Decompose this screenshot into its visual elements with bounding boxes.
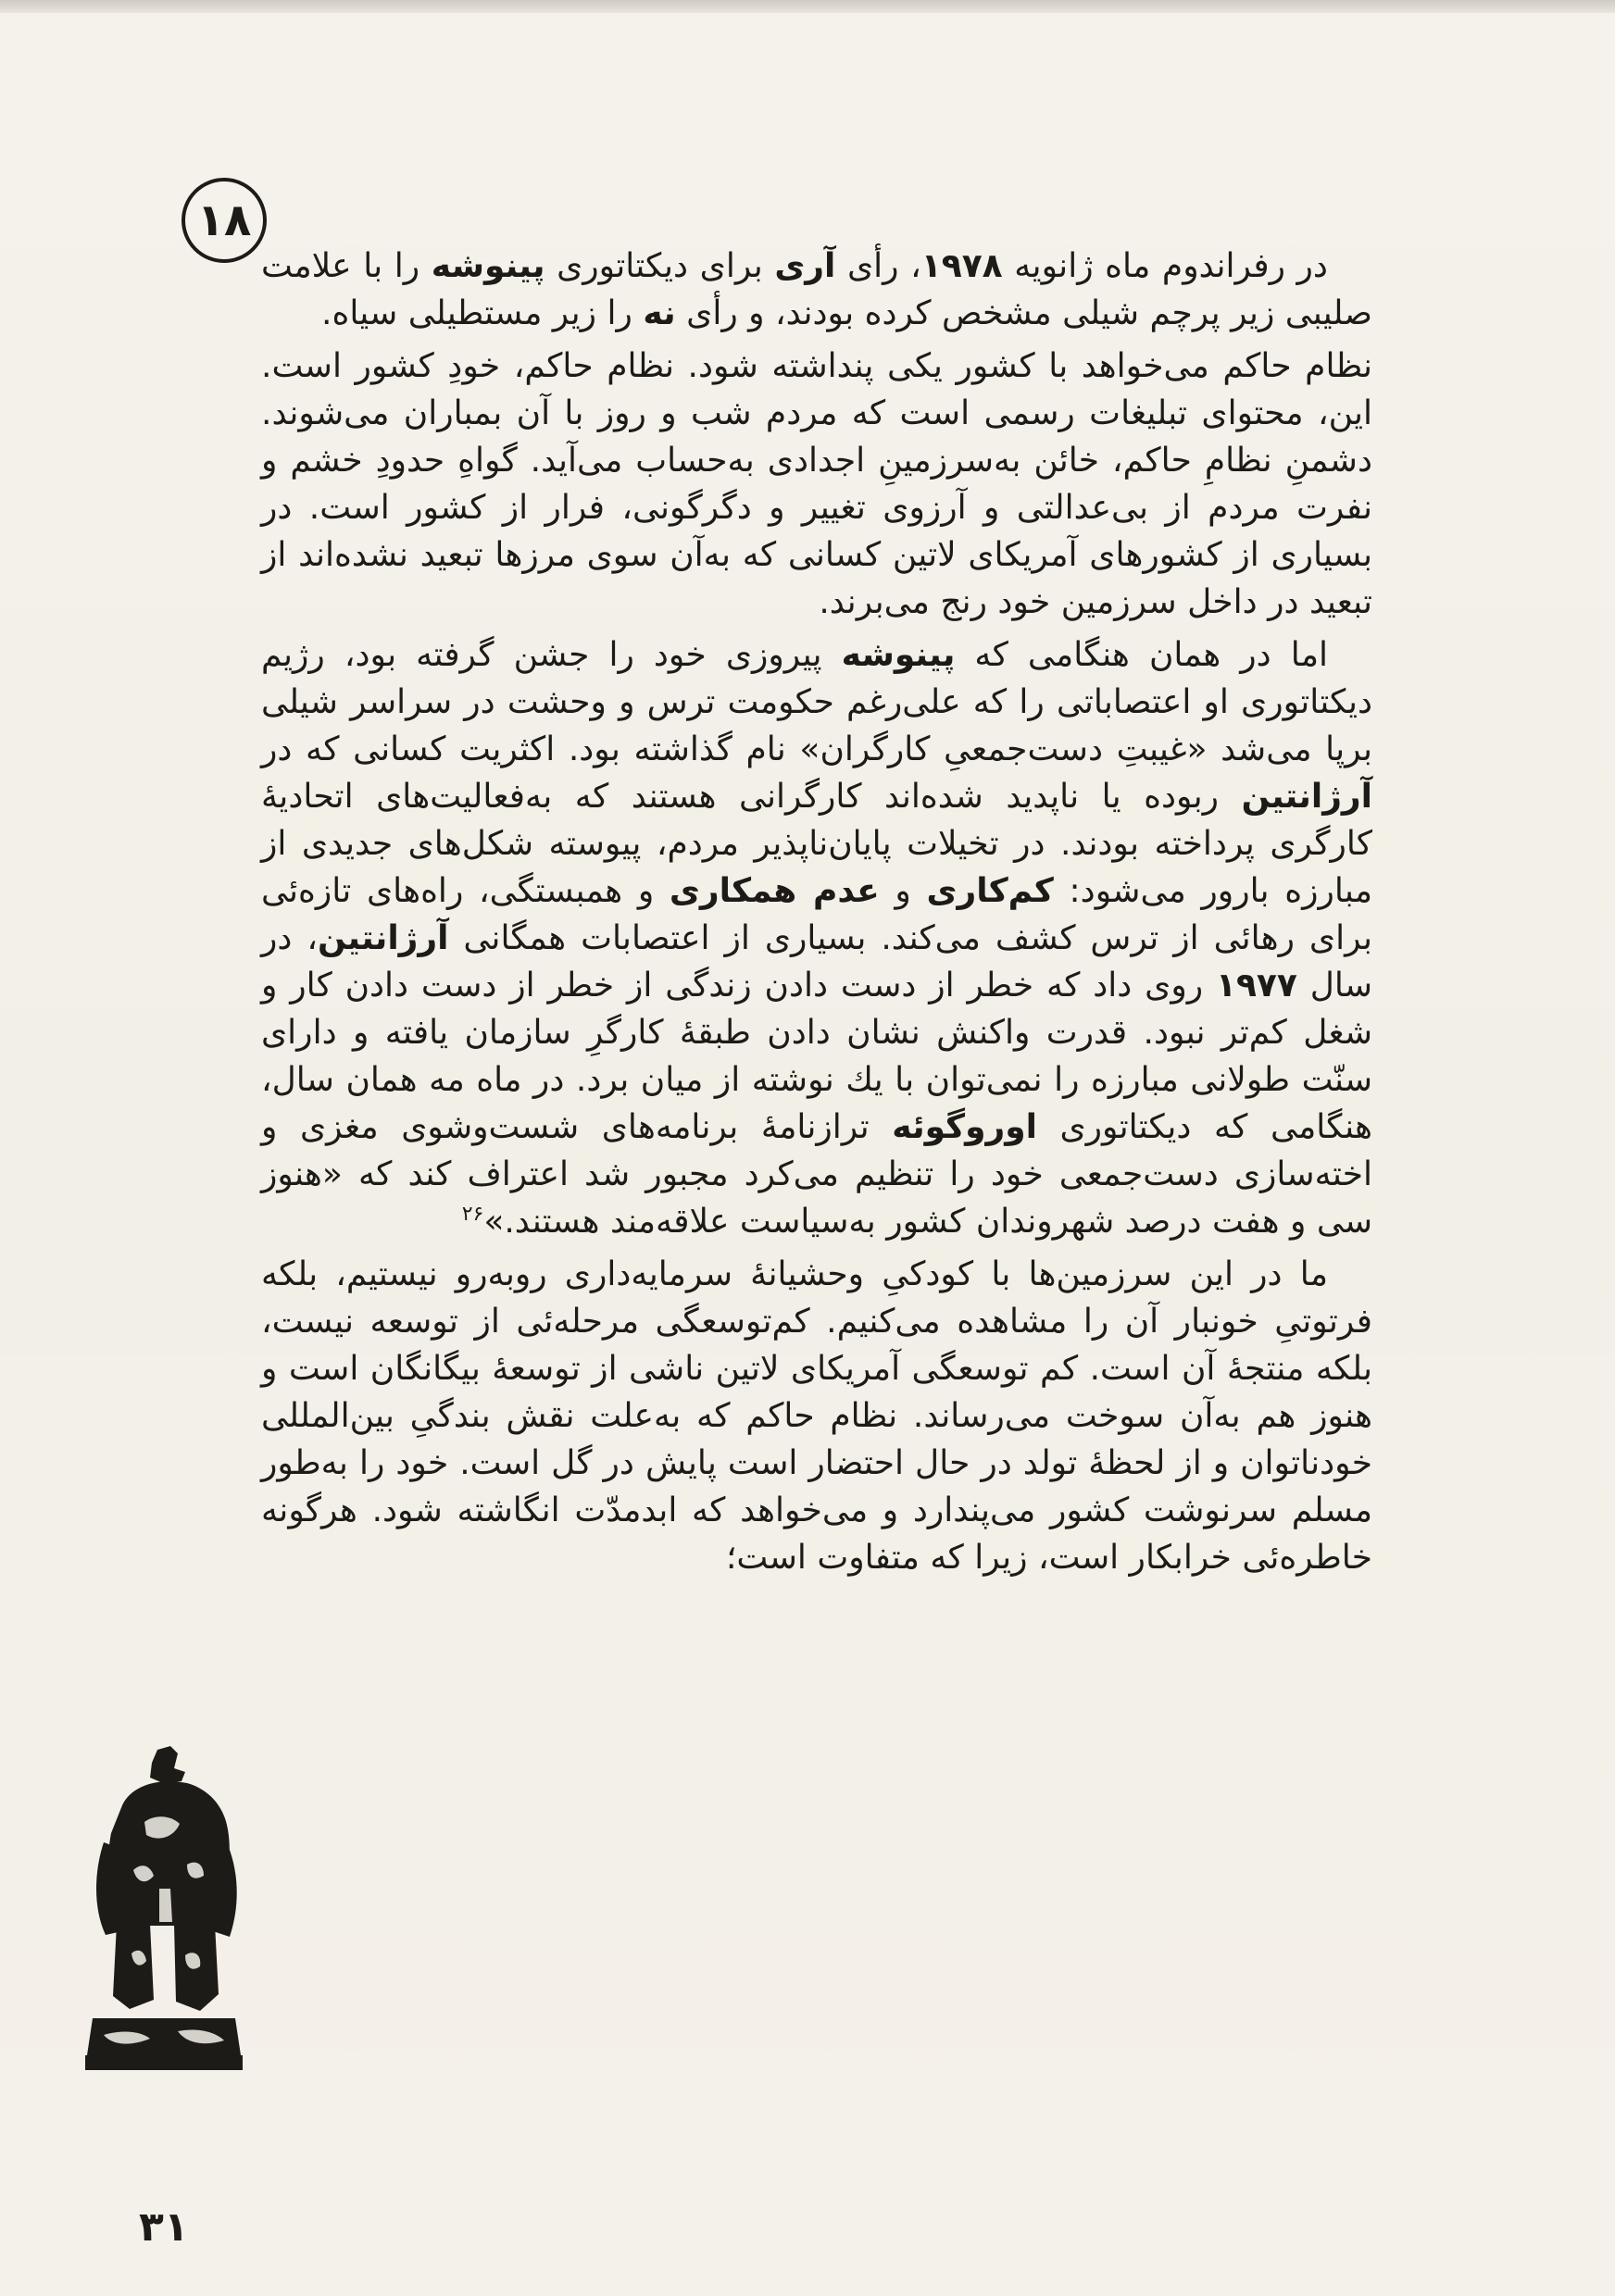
text-run: در رفراندوم ماه ژانویه	[1002, 247, 1328, 285]
text-run: ربوده یا ناپدید شده‌اند کارگرانی هستند که به‌فعالیت‌های اتحادیهٔ کارگری پرداخته بودند. در تخیلات پایان‌ناپذیر مردم، پیوسته شکل‌های جدیدی از مبارزه بارور می‌شود:	[261, 778, 1372, 910]
bold-term: ۱۹۷۷	[1215, 967, 1297, 1004]
text-run: ، رأی	[835, 247, 921, 285]
body-text	[261, 243, 1372, 1587]
paragraph	[261, 1251, 1372, 1581]
bold-term: آرژانتین	[1241, 778, 1372, 816]
text-run: نظام حاکم می‌خواهد با کشور یکی پنداشته شود. نظام حاکم، خودِ کشور است. این، محتوای تبلیغات رسمی است که مردم شب و روز با آن بمباران می‌شوند. دشمنِ نظامِ حاکم، خائن به‌سرزمینِ اجدادی به‌حساب می‌آید. گواهِ حدودِ خشم و نفرت مردم از بی‌عدالتی و آرزوی تغییر و دگرگونی، فرار از کشور است. در بسیاری از کشورهای آمریکای لاتین کسانی که به‌آن سوی مرزها تبعید نشده‌اند از تبعید در داخل سرزمین خود رنج می‌برند.	[261, 347, 1372, 621]
text-run: و همبستگی، راه‌های تازه‌ئی برای رهائی از ترس کشف می‌کند. بسیاری از اعتصابات همگانی	[261, 872, 1372, 957]
text-run: را زیر مستطیلی سیاه.	[321, 294, 644, 332]
paragraph	[261, 243, 1372, 337]
stone-sculpture-icon	[85, 1741, 243, 2074]
text-run: را با علامت صلیبی زیر پرچم شیلی مشخص کرده بودند، و رأی	[261, 247, 1372, 332]
bold-term: اوروگوئه	[892, 1108, 1037, 1146]
text-run: ما در این سرزمین‌ها با کودکیِ وحشیانهٔ سرمایه‌داری روبه‌رو نیستیم، بلکه فرتوتیِ خونبار آن را مشاهده می‌کنیم. کم‌توسعگی مرحله‌ئی از توسعه نیست، بلکه منتجهٔ آن است. کم توسعگی آمریکای لاتین ناشی از توسعهٔ بیگانگان است و هنوز هم به‌آن سوخت می‌رساند. نظام حاکم که به‌علت نقش بندگیِ بین‌المللی خودناتوان و از لحظهٔ تولد در حال احتضار است پایش در گل است. خود را به‌طور مسلم سرنوشت کشور می‌پندارد و می‌خواهد که ابدمدّت انگاشته شود. هرگونه خاطره‌ئی خرابکار است، زیرا که متفاوت است؛	[261, 1255, 1372, 1577]
text-run: ، در سال	[261, 919, 1372, 1004]
paragraph	[261, 343, 1372, 626]
bold-term: عدم همکاری	[669, 872, 880, 910]
page-top-edge	[0, 0, 1615, 13]
text-run: پیروزی خود را جشن گرفته بود، رژیم دیکتاتوری او اعتصاباتی را که علی‌رغم حکومت ترس و وحشت در سراسر شیلی برپا می‌شد «غیبتِ دست‌جمعیِ کارگران» نام گذاشته بود. اکثریت کسانی که در	[261, 636, 1372, 768]
bold-term: کم‌کاری	[926, 872, 1054, 910]
note-number-badge: ۱۸	[182, 178, 267, 263]
bold-term: آرژانتین	[318, 919, 449, 957]
bold-term: آری	[774, 247, 836, 285]
paragraph	[261, 631, 1372, 1245]
bold-term: پینوشه	[841, 636, 956, 674]
text-run: ترازنامهٔ برنامه‌های شست‌وشوی مغزی و اخته‌سازی دست‌جمعی خود را تنظیم می‌کرد مجبور شد اعتراف کند که «هنوز سی و هفت درصد شهروندان کشور به‌سیاست علاقه‌مند هستند.»	[261, 1108, 1372, 1241]
page-number: ۳۱	[139, 2203, 189, 2251]
text-run: و	[879, 872, 927, 910]
bold-term: نه	[643, 294, 676, 332]
text-run: اما در همان هنگامی که	[955, 636, 1328, 674]
text-run: برای دیکتاتوری	[545, 247, 775, 285]
bold-term: پینوشه	[431, 247, 545, 285]
bold-term: ۱۹۷۸	[920, 247, 1003, 285]
footnote-ref: ۲۶	[461, 1203, 484, 1226]
text-run: روی داد که خطر از دست دادن زندگی از خطر از دست دادن کار و شغل کم‌تر نبود. قدرت واکنش نشان دادن طبقهٔ کارگرِ سازمان یافته و دارای سنّت طولانی مبارزه را نمی‌توان با یك نوشته از میان برد. در ماه مه همان سال، هنگامی که دیکتاتوری	[261, 967, 1372, 1146]
